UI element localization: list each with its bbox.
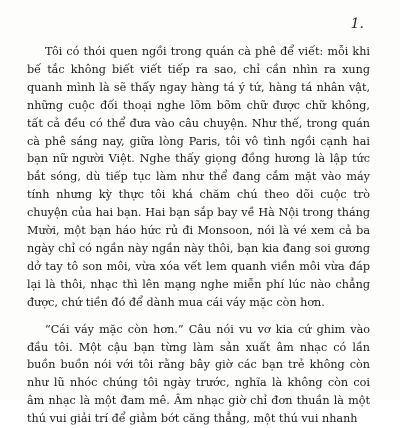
chapter-number: 1. [350,16,364,32]
body-text [27,43,370,428]
paragraph-1: Tôi có thói quen ngồi trong quán cà phê để viết: mỗi khi bế tắc không biết viết tiếp ra sao, chỉ cần nhìn ra xung quanh mình là sẽ thấy ngay hàng tá ý tứ, hàng tá nhân vật, những cuộc đối thoại nghe lõm bõm chữ được chữ không, tất cả đều có thể đưa vào câu chuyện. Như thế, trong quán cà phê sáng nay, giữa lòng Paris, tôi vô tình ngồi cạnh hai bạn nữ người Việt. Nghe thấy giọng đồng hương là lập tức bắt sóng, dù tiếp tục làm như thể đang cắm mặt vào máy tính nhưng kỳ thực tôi khá chăm chú theo dõi cuộc trò chuyện của hai bạn. Hai bạn sắp bay về Hà Nội trong tháng Mười, một bạn háo hức rủ đi Monsoon, nói là vé xem cả ba ngày chỉ có ngần này ngần này thôi, bạn kia đang soi gương dở tay tô son môi, vừa xóa vết lem quanh viền môi vừa đáp lại là thôi, nhạc thì lên mạng nghe miễn phí lúc nào chẳng được, chứ tiền đó để dành mua cái váy mặc còn hơn. [27,45,370,309]
paragraph-2: “Cái váy mặc còn hơn.” Câu nói vu vơ kia cứ ghim vào đầu tôi. Một cậu bạn từng làm sản xuất âm nhạc có lần buồn buồn nói với tôi rằng bây giờ các bạn trẻ không còn như lũ nhóc chúng tôi ngày trước, nghĩa là không còn coi âm nhạc là một đam mê. Âm nhạc giờ chỉ đơn thuần là một thú vui giải trí để giảm bớt căng thẳng, một thú vui nhanh [27,322,370,426]
